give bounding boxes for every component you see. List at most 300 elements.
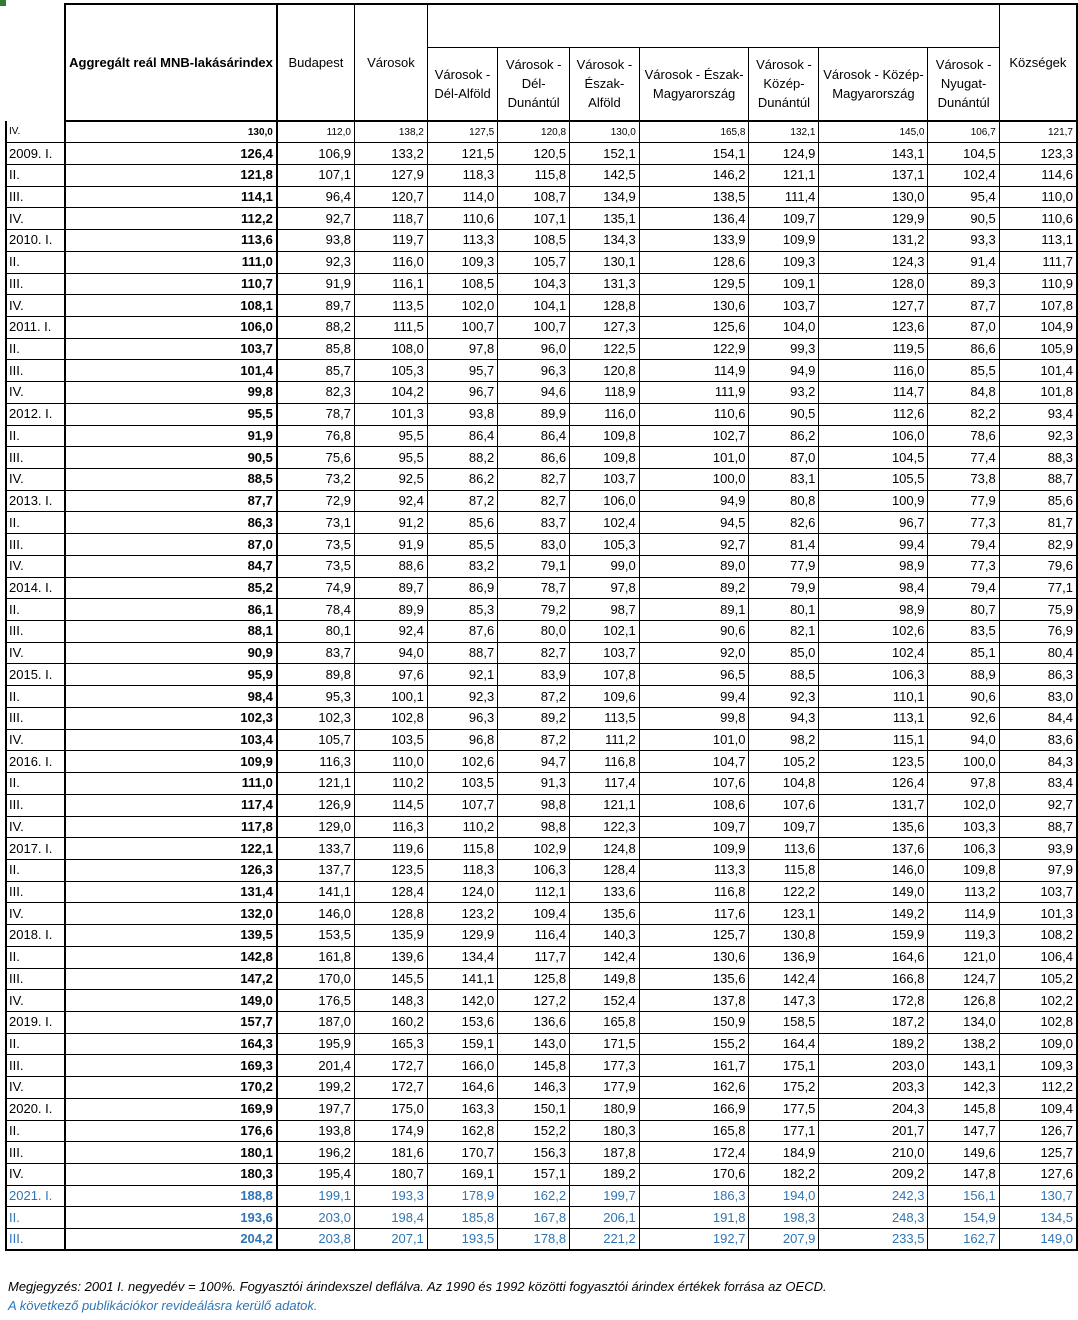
value-cell: 164,4	[749, 1033, 819, 1055]
aggregate-cell: 122,1	[65, 838, 277, 860]
aggregate-cell: 86,3	[65, 512, 277, 534]
table-row	[6, 338, 1077, 360]
value-cell: 107,8	[570, 664, 640, 686]
period-cell: II.	[6, 599, 65, 621]
value-cell: 92,0	[639, 642, 749, 664]
value-cell: 164,6	[427, 1077, 497, 1099]
table-row	[6, 859, 1077, 881]
value-cell: 165,3	[354, 1033, 427, 1055]
value-cell: 99,3	[749, 338, 819, 360]
table-row	[6, 968, 1077, 990]
value-cell: 87,2	[498, 686, 570, 708]
value-cell: 84,3	[999, 751, 1077, 773]
period-cell: IV.	[6, 729, 65, 751]
value-cell: 104,1	[498, 295, 570, 317]
value-cell: 89,2	[639, 577, 749, 599]
period-cell: 2020. I.	[6, 1098, 65, 1120]
value-cell: 102,3	[277, 707, 355, 729]
value-cell: 113,1	[819, 707, 928, 729]
value-cell: 83,9	[498, 664, 570, 686]
value-cell: 121,1	[277, 773, 355, 795]
aggregate-cell: 121,8	[65, 164, 277, 186]
value-cell: 106,0	[819, 425, 928, 447]
value-cell: 100,7	[427, 316, 497, 338]
table-row	[6, 707, 1077, 729]
value-cell: 130,0	[570, 121, 640, 143]
value-cell: 175,1	[749, 1055, 819, 1077]
value-cell: 107,8	[999, 295, 1077, 317]
value-cell: 101,8	[999, 382, 1077, 404]
value-cell: 121,1	[570, 794, 640, 816]
value-cell: 93,8	[427, 403, 497, 425]
value-cell: 170,0	[277, 968, 355, 990]
value-cell: 108,5	[498, 230, 570, 252]
value-cell: 187,2	[819, 1011, 928, 1033]
value-cell: 135,6	[819, 816, 928, 838]
value-cell: 111,4	[749, 186, 819, 208]
value-cell: 162,6	[639, 1077, 749, 1099]
value-cell: 87,0	[928, 316, 999, 338]
value-cell: 127,5	[427, 121, 497, 143]
value-cell: 86,3	[999, 664, 1077, 686]
value-cell: 103,5	[427, 773, 497, 795]
value-cell: 201,4	[277, 1055, 355, 1077]
value-cell: 108,0	[354, 338, 427, 360]
value-cell: 163,3	[427, 1098, 497, 1120]
value-cell: 127,2	[498, 990, 570, 1012]
value-cell: 88,9	[928, 664, 999, 686]
value-cell: 199,7	[570, 1185, 640, 1207]
value-cell: 110,2	[354, 773, 427, 795]
value-cell: 141,1	[277, 881, 355, 903]
value-cell: 154,1	[639, 143, 749, 165]
aggregate-cell: 98,4	[65, 686, 277, 708]
value-cell: 138,2	[354, 121, 427, 143]
value-cell: 90,5	[928, 208, 999, 230]
value-cell: 123,5	[354, 859, 427, 881]
period-cell: 2021. I.	[6, 1185, 65, 1207]
table-row	[6, 360, 1077, 382]
table-row	[6, 1033, 1077, 1055]
value-cell: 90,6	[928, 686, 999, 708]
value-cell: 105,5	[819, 469, 928, 491]
value-cell: 107,1	[498, 208, 570, 230]
value-cell: 177,5	[749, 1098, 819, 1120]
value-cell: 78,4	[277, 599, 355, 621]
period-cell: IV.	[6, 208, 65, 230]
value-cell: 101,3	[999, 903, 1077, 925]
value-cell: 88,2	[277, 316, 355, 338]
value-cell: 86,6	[928, 338, 999, 360]
aggregate-cell: 157,7	[65, 1011, 277, 1033]
value-cell: 125,8	[498, 968, 570, 990]
table-row	[6, 186, 1077, 208]
table-row	[6, 751, 1077, 773]
value-cell: 89,8	[277, 664, 355, 686]
value-cell: 165,8	[570, 1011, 640, 1033]
value-cell: 195,9	[277, 1033, 355, 1055]
aggregate-cell: 108,1	[65, 295, 277, 317]
table-row	[6, 403, 1077, 425]
period-cell: II.	[6, 512, 65, 534]
value-cell: 94,0	[928, 729, 999, 751]
value-cell: 102,0	[928, 794, 999, 816]
value-cell: 85,8	[277, 338, 355, 360]
value-cell: 116,3	[277, 751, 355, 773]
value-cell: 109,9	[749, 230, 819, 252]
value-cell: 116,4	[498, 925, 570, 947]
period-cell: II.	[6, 251, 65, 273]
value-cell: 106,3	[819, 664, 928, 686]
value-cell: 88,7	[427, 642, 497, 664]
value-cell: 123,6	[819, 316, 928, 338]
period-cell: 2018. I.	[6, 925, 65, 947]
aggregate-cell: 114,1	[65, 186, 277, 208]
value-cell: 146,0	[819, 859, 928, 881]
value-cell: 145,8	[928, 1098, 999, 1120]
value-cell: 98,7	[570, 599, 640, 621]
value-cell: 83,1	[749, 469, 819, 491]
table-row	[6, 903, 1077, 925]
value-cell: 94,3	[749, 707, 819, 729]
table-row	[6, 990, 1077, 1012]
period-cell: III.	[6, 1055, 65, 1077]
value-cell: 178,8	[498, 1229, 570, 1251]
value-cell: 103,7	[570, 469, 640, 491]
value-cell: 82,7	[498, 469, 570, 491]
value-cell: 92,3	[277, 251, 355, 273]
value-cell: 119,6	[354, 838, 427, 860]
period-cell: 2011. I.	[6, 316, 65, 338]
value-cell: 75,6	[277, 447, 355, 469]
value-cell: 104,3	[498, 273, 570, 295]
value-cell: 142,5	[570, 164, 640, 186]
value-cell: 137,8	[639, 990, 749, 1012]
value-cell: 104,5	[819, 447, 928, 469]
value-cell: 80,8	[749, 490, 819, 512]
aggregate-cell: 95,9	[65, 664, 277, 686]
value-cell: 105,7	[277, 729, 355, 751]
value-cell: 89,1	[639, 599, 749, 621]
value-cell: 109,7	[749, 208, 819, 230]
period-cell: III.	[6, 1229, 65, 1251]
period-cell: II.	[6, 1033, 65, 1055]
aggregate-cell: 139,5	[65, 925, 277, 947]
aggregate-cell: 149,0	[65, 990, 277, 1012]
value-cell: 102,4	[928, 164, 999, 186]
value-cell: 82,7	[498, 642, 570, 664]
value-cell: 87,0	[749, 447, 819, 469]
period-cell: IV.	[6, 1077, 65, 1099]
value-cell: 109,8	[570, 447, 640, 469]
value-cell: 136,9	[749, 946, 819, 968]
value-cell: 177,3	[570, 1055, 640, 1077]
value-cell: 96,8	[427, 729, 497, 751]
table-header	[6, 4, 1077, 121]
value-cell: 131,7	[819, 794, 928, 816]
value-cell: 128,4	[570, 859, 640, 881]
value-cell: 182,2	[749, 1164, 819, 1186]
value-cell: 83,5	[928, 621, 999, 643]
period-cell: III.	[6, 968, 65, 990]
value-cell: 92,7	[639, 534, 749, 556]
value-cell: 180,7	[354, 1164, 427, 1186]
value-cell: 110,1	[819, 686, 928, 708]
value-cell: 167,8	[498, 1207, 570, 1229]
value-cell: 94,9	[639, 490, 749, 512]
value-cell: 84,4	[999, 707, 1077, 729]
value-cell: 143,0	[498, 1033, 570, 1055]
header-nyugat-dunantul: Városok - Nyugat-Dunántúl	[928, 47, 999, 121]
value-cell: 92,3	[749, 686, 819, 708]
value-cell: 102,8	[354, 707, 427, 729]
value-cell: 128,6	[639, 251, 749, 273]
table-row	[6, 621, 1077, 643]
value-cell: 124,8	[570, 838, 640, 860]
value-cell: 81,7	[999, 512, 1077, 534]
table-row	[6, 1207, 1077, 1229]
value-cell: 120,8	[498, 121, 570, 143]
aggregate-cell: 101,4	[65, 360, 277, 382]
value-cell: 83,2	[427, 555, 497, 577]
value-cell: 83,7	[498, 512, 570, 534]
period-cell: 2017. I.	[6, 838, 65, 860]
value-cell: 110,6	[639, 403, 749, 425]
aggregate-cell: 131,4	[65, 881, 277, 903]
aggregate-cell: 180,1	[65, 1142, 277, 1164]
value-cell: 233,5	[819, 1229, 928, 1251]
value-cell: 201,7	[819, 1120, 928, 1142]
value-cell: 95,4	[928, 186, 999, 208]
value-cell: 150,9	[639, 1011, 749, 1033]
value-cell: 90,6	[639, 621, 749, 643]
value-cell: 110,6	[999, 208, 1077, 230]
value-cell: 88,7	[999, 816, 1077, 838]
value-cell: 89,2	[498, 707, 570, 729]
value-cell: 109,0	[999, 1033, 1077, 1055]
period-cell: IV.	[6, 295, 65, 317]
value-cell: 172,7	[354, 1077, 427, 1099]
value-cell: 166,9	[639, 1098, 749, 1120]
value-cell: 101,3	[354, 403, 427, 425]
period-cell: II.	[6, 164, 65, 186]
value-cell: 86,2	[427, 469, 497, 491]
value-cell: 128,4	[354, 881, 427, 903]
table-row	[6, 143, 1077, 165]
table-row	[6, 794, 1077, 816]
value-cell: 114,0	[427, 186, 497, 208]
value-cell: 100,9	[819, 490, 928, 512]
value-cell: 105,3	[354, 360, 427, 382]
value-cell: 210,0	[819, 1142, 928, 1164]
value-cell: 108,5	[427, 273, 497, 295]
value-cell: 92,5	[354, 469, 427, 491]
value-cell: 89,7	[277, 295, 355, 317]
table-row	[6, 1185, 1077, 1207]
table-row	[6, 382, 1077, 404]
value-cell: 110,0	[999, 186, 1077, 208]
value-cell: 85,0	[749, 642, 819, 664]
value-cell: 194,0	[749, 1185, 819, 1207]
value-cell: 149,0	[819, 881, 928, 903]
header-group-spacer	[427, 4, 999, 47]
value-cell: 91,2	[354, 512, 427, 534]
value-cell: 113,3	[427, 230, 497, 252]
value-cell: 146,3	[498, 1077, 570, 1099]
table-row	[6, 577, 1077, 599]
aggregate-cell: 130,0	[65, 121, 277, 143]
value-cell: 129,9	[819, 208, 928, 230]
value-cell: 87,2	[498, 729, 570, 751]
value-cell: 129,5	[639, 273, 749, 295]
table-row	[6, 121, 1077, 143]
table-row	[6, 534, 1077, 556]
value-cell: 114,6	[999, 164, 1077, 186]
value-cell: 119,5	[819, 338, 928, 360]
value-cell: 187,0	[277, 1011, 355, 1033]
value-cell: 85,5	[427, 534, 497, 556]
period-cell: II.	[6, 946, 65, 968]
aggregate-cell: 169,3	[65, 1055, 277, 1077]
value-cell: 95,3	[277, 686, 355, 708]
table-row	[6, 1011, 1077, 1033]
value-cell: 88,2	[427, 447, 497, 469]
value-cell: 98,4	[819, 577, 928, 599]
period-cell: IV.	[6, 555, 65, 577]
table-row	[6, 208, 1077, 230]
value-cell: 82,1	[749, 621, 819, 643]
value-cell: 104,5	[928, 143, 999, 165]
period-cell: IV.	[6, 469, 65, 491]
value-cell: 92,4	[354, 490, 427, 512]
value-cell: 72,9	[277, 490, 355, 512]
table-row	[6, 469, 1077, 491]
value-cell: 109,7	[639, 816, 749, 838]
value-cell: 242,3	[819, 1185, 928, 1207]
value-cell: 109,8	[570, 425, 640, 447]
value-cell: 166,8	[819, 968, 928, 990]
value-cell: 102,1	[570, 621, 640, 643]
table-row	[6, 946, 1077, 968]
value-cell: 123,2	[427, 903, 497, 925]
value-cell: 93,2	[749, 382, 819, 404]
table-body	[6, 121, 1077, 1250]
value-cell: 207,1	[354, 1229, 427, 1251]
value-cell: 169,1	[427, 1164, 497, 1186]
table-row	[6, 164, 1077, 186]
aggregate-cell: 88,1	[65, 621, 277, 643]
value-cell: 102,6	[427, 751, 497, 773]
value-cell: 116,8	[570, 751, 640, 773]
value-cell: 100,0	[928, 751, 999, 773]
period-cell: 2019. I.	[6, 1011, 65, 1033]
value-cell: 113,3	[639, 859, 749, 881]
value-cell: 185,8	[427, 1207, 497, 1229]
value-cell: 92,3	[427, 686, 497, 708]
value-cell: 184,9	[749, 1142, 819, 1164]
value-cell: 82,2	[928, 403, 999, 425]
value-cell: 88,6	[354, 555, 427, 577]
table-row	[6, 599, 1077, 621]
value-cell: 102,8	[999, 1011, 1077, 1033]
value-cell: 124,7	[928, 968, 999, 990]
value-cell: 112,0	[277, 121, 355, 143]
value-cell: 83,4	[999, 773, 1077, 795]
value-cell: 93,4	[999, 403, 1077, 425]
period-cell: II.	[6, 425, 65, 447]
aggregate-cell: 111,0	[65, 773, 277, 795]
aggregate-cell: 85,2	[65, 577, 277, 599]
table-row	[6, 664, 1077, 686]
value-cell: 77,4	[928, 447, 999, 469]
value-cell: 83,7	[277, 642, 355, 664]
value-cell: 102,7	[639, 425, 749, 447]
value-cell: 122,5	[570, 338, 640, 360]
value-cell: 104,2	[354, 382, 427, 404]
value-cell: 124,9	[749, 143, 819, 165]
aggregate-cell: 170,2	[65, 1077, 277, 1099]
value-cell: 175,0	[354, 1098, 427, 1120]
aggregate-cell: 180,3	[65, 1164, 277, 1186]
value-cell: 204,3	[819, 1098, 928, 1120]
value-cell: 79,6	[999, 555, 1077, 577]
header-kozsegek: Községek	[999, 4, 1077, 121]
value-cell: 130,8	[749, 925, 819, 947]
value-cell: 198,4	[354, 1207, 427, 1229]
value-cell: 98,9	[819, 599, 928, 621]
value-cell: 88,7	[999, 469, 1077, 491]
value-cell: 110,2	[427, 816, 497, 838]
value-cell: 109,8	[928, 859, 999, 881]
value-cell: 99,4	[639, 686, 749, 708]
header-eszak-alfold: Városok - Észak-Alföld	[570, 47, 640, 121]
value-cell: 152,4	[570, 990, 640, 1012]
value-cell: 153,6	[427, 1011, 497, 1033]
value-cell: 152,2	[498, 1120, 570, 1142]
value-cell: 110,0	[354, 751, 427, 773]
value-cell: 98,9	[819, 555, 928, 577]
value-cell: 130,6	[639, 295, 749, 317]
value-cell: 80,7	[928, 599, 999, 621]
period-cell: IV.	[6, 1164, 65, 1186]
table-row	[6, 447, 1077, 469]
value-cell: 83,0	[498, 534, 570, 556]
value-cell: 198,3	[749, 1207, 819, 1229]
value-cell: 85,6	[427, 512, 497, 534]
table-row	[6, 925, 1077, 947]
value-cell: 88,3	[999, 447, 1077, 469]
value-cell: 86,4	[427, 425, 497, 447]
period-cell: III.	[6, 794, 65, 816]
value-cell: 80,1	[277, 621, 355, 643]
value-cell: 96,5	[639, 664, 749, 686]
table-row	[6, 1120, 1077, 1142]
value-cell: 79,2	[498, 599, 570, 621]
value-cell: 134,4	[427, 946, 497, 968]
value-cell: 85,7	[277, 360, 355, 382]
value-cell: 73,2	[277, 469, 355, 491]
value-cell: 118,7	[354, 208, 427, 230]
value-cell: 96,0	[498, 338, 570, 360]
value-cell: 139,6	[354, 946, 427, 968]
table-row	[6, 881, 1077, 903]
value-cell: 109,7	[749, 816, 819, 838]
value-cell: 79,4	[928, 577, 999, 599]
value-cell: 165,8	[639, 121, 749, 143]
value-cell: 136,4	[639, 208, 749, 230]
value-cell: 162,7	[928, 1229, 999, 1251]
aggregate-cell: 90,5	[65, 447, 277, 469]
